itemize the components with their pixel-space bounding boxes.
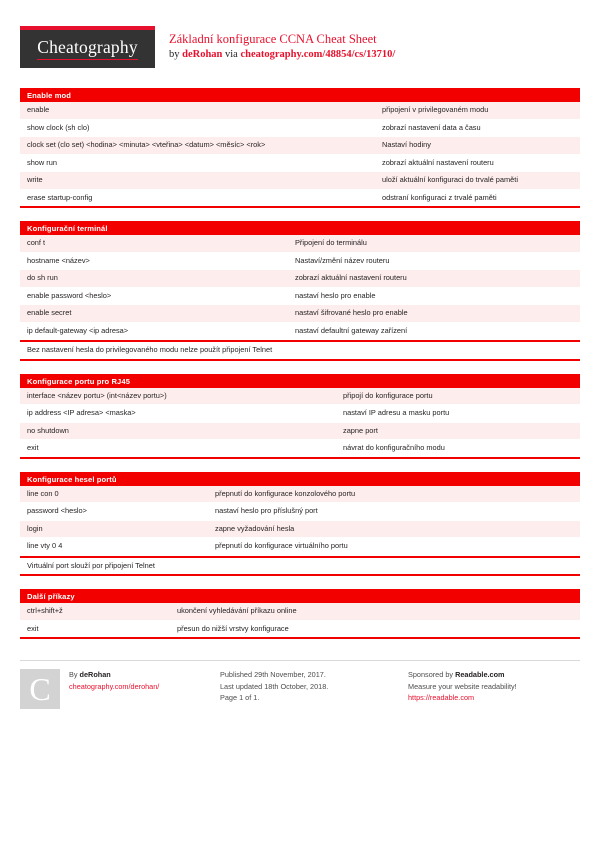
table-row [20, 538, 580, 556]
footer-author-info [69, 669, 159, 709]
description-cell: uloží aktuální konfiguraci do trvalé paměti [382, 175, 518, 185]
table-row [20, 235, 580, 253]
description-cell: zapne vyžadování hesla [215, 523, 295, 533]
title-block [169, 26, 395, 62]
table-row [20, 190, 580, 209]
command-cell: enable password <heslo> [27, 290, 112, 300]
table-header: Konfigurace portu pro RJ45 [20, 374, 580, 388]
table-row [20, 172, 580, 190]
table-row [20, 137, 580, 155]
sheet-url-link[interactable]: cheatography.com/48854/cs/13710/ [240, 49, 396, 61]
command-cell: line con 0 [27, 488, 59, 498]
description-cell: zapne port [343, 425, 378, 435]
description-cell: přepnutí do konfigurace virtuálního portu [215, 541, 348, 551]
avatar: C [20, 669, 60, 709]
description-cell: připojení v privilegovaném modu [382, 105, 489, 114]
footer-by-line [69, 669, 159, 680]
table-row [20, 621, 580, 640]
description-cell: návrat do konfiguračního modu [343, 443, 445, 453]
command-cell: do sh run [27, 273, 58, 283]
table-row [20, 486, 580, 504]
description-cell: Nastaví/změní název routeru [295, 255, 390, 265]
table-row [20, 270, 580, 288]
command-cell: clock set (clo set) <hodina> <minuta> <vteřina> <datum> <měsíc> <rok> [27, 140, 266, 150]
table-row [20, 521, 580, 539]
table-body [20, 102, 580, 208]
description-cell: nastaví heslo pro příslušný port [215, 506, 318, 516]
command-cell: write [27, 175, 43, 185]
table-body [20, 235, 580, 340]
page-footer [20, 652, 580, 709]
table-row [20, 120, 580, 138]
footer-publish-column [220, 660, 408, 709]
footer-sponsor-name: Readable.com [455, 670, 505, 680]
command-cell: ctrl+shift+ž [27, 606, 63, 616]
command-cell: enable [27, 105, 50, 114]
description-cell: nastaví šifrované heslo pro enable [295, 308, 408, 318]
description-cell: nastaví IP adresu a masku portu [343, 408, 450, 418]
table-row [20, 253, 580, 271]
cheat-table [20, 221, 580, 361]
table-header: Enable mod [20, 88, 580, 102]
description-cell: zobrazí aktuální nastavení routeru [382, 157, 494, 167]
description-cell: odstraní konfiguraci z trvalé paměti [382, 192, 497, 202]
command-cell: conf t [27, 238, 46, 248]
command-cell: ip address <IP adresa> <maska> [27, 408, 136, 418]
table-row [20, 423, 580, 441]
table-note: Virtuální port slouží por připojení Telnet [20, 556, 580, 577]
cheat-table [20, 472, 580, 577]
description-cell: přepnutí do konfigurace konzolového portu [215, 488, 356, 498]
table-row [20, 155, 580, 173]
footer-sponsor-tagline: Measure your website readability! [408, 681, 517, 691]
cheat-table [20, 88, 580, 208]
description-cell: nastaví defaultní gateway zařízení [295, 325, 408, 335]
table-row [20, 440, 580, 459]
footer-sponsor-column [408, 660, 580, 709]
footer-author-column [20, 660, 220, 709]
command-cell: password <heslo> [27, 506, 87, 516]
footer-updated: Last updated 18th October, 2018. [220, 681, 329, 691]
command-cell: exit [27, 623, 39, 633]
command-cell: hostname <název> [27, 255, 90, 265]
footer-sponsor-prefix: Sponsored by [408, 670, 456, 680]
footer-pages: Page 1 of 1. [220, 692, 260, 702]
command-cell: no shutdown [27, 425, 69, 435]
command-cell: line vty 0 4 [27, 541, 63, 551]
table-body [20, 603, 580, 639]
byline-via: via [222, 49, 241, 61]
table-header: Další příkazy [20, 589, 580, 603]
table-note: Bez nastavení hesla do privilegovaného modu nelze použít připojení Telnet [20, 340, 580, 361]
table-row [20, 305, 580, 323]
footer-author-name: deRohan [79, 670, 111, 680]
footer-published: Published 29th November, 2017. [220, 670, 326, 680]
table-header: Konfigurace hesel portů [20, 472, 580, 486]
tables-container [20, 88, 580, 639]
table-row [20, 388, 580, 406]
table-row [20, 102, 580, 120]
command-cell: interface <název portu> (int<název portu>) [27, 390, 167, 400]
description-cell: připojí do konfigurace portu [343, 390, 433, 400]
page-title: Základní konfigurace CCNA Cheat Sheet [169, 32, 377, 46]
page-header [20, 26, 580, 72]
logo-text: Cheatography [37, 38, 138, 59]
footer-author-url[interactable]: cheatography.com/derohan/ [69, 681, 160, 691]
table-row [20, 405, 580, 423]
description-cell: ukončení vyhledávání příkazu online [177, 606, 297, 616]
table-body [20, 486, 580, 556]
table-row [20, 503, 580, 521]
cheat-table [20, 374, 580, 459]
footer-sponsor-url[interactable]: https://readable.com [408, 692, 475, 702]
command-cell: erase startup-config [27, 192, 93, 202]
command-cell: show clock (sh clo) [27, 122, 90, 132]
table-header: Konfigurační terminál [20, 221, 580, 235]
table-row [20, 288, 580, 306]
description-cell: zobrazí aktuální nastavení routeru [295, 273, 407, 283]
command-cell: exit [27, 443, 39, 453]
description-cell: nastaví heslo pro enable [295, 290, 376, 300]
command-cell: ip default-gateway <ip adresa> [27, 325, 129, 335]
command-cell: show run [27, 157, 57, 167]
footer-sponsor-line [408, 669, 580, 680]
description-cell: přesun do nižší vrstvy konfigurace [177, 623, 289, 633]
cheat-table [20, 589, 580, 639]
cheatography-logo[interactable] [20, 26, 155, 68]
footer-by-label: By [69, 670, 80, 680]
command-cell: login [27, 523, 43, 533]
description-cell: Nastaví hodiny [382, 140, 431, 150]
command-cell: enable secret [27, 308, 72, 318]
byline [169, 48, 395, 62]
table-row [20, 323, 580, 341]
author-link[interactable]: deRohan [182, 49, 223, 61]
table-body [20, 388, 580, 459]
description-cell: Připojení do terminálu [295, 238, 367, 248]
description-cell: zobrazí nastavení data a času [382, 122, 481, 132]
byline-prefix: by [169, 49, 183, 61]
table-row [20, 603, 580, 621]
